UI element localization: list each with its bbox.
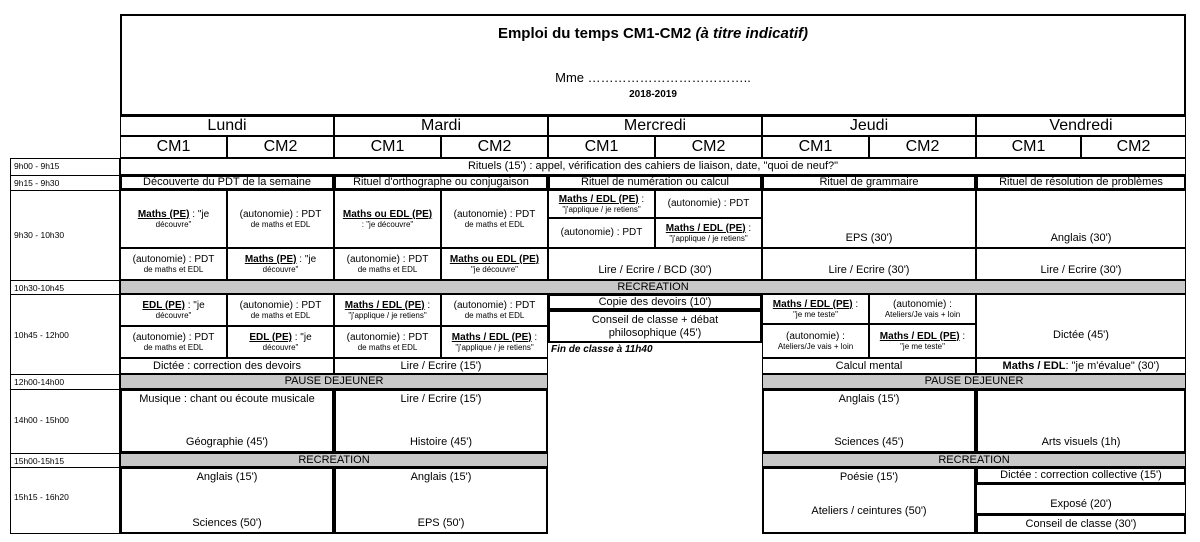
level-header: CM1 (120, 136, 227, 158)
mardi-lire: Lire / Ecrire (15') (334, 358, 548, 374)
time-label: 15h00-15h15 (14, 456, 65, 466)
vendredi-late-3: Conseil de classe (30') (976, 514, 1186, 534)
mercredi-ritual: Rituel de numération ou calcul (548, 175, 762, 190)
recreation-morning: RECREATION (120, 280, 1186, 294)
mardi-cm2-maths-edl-2: Maths / EDL (PE) : "j'applique / je retiens" (441, 326, 548, 358)
school-year: 2018-2019 (629, 89, 677, 101)
day-header-vendredi: Vendredi (976, 116, 1186, 136)
jeudi-cm1-autonomie: (autonomie) : Ateliers/Je vais + loin (762, 324, 869, 358)
vendredi-afternoon: Arts visuels (1h) (976, 389, 1186, 453)
mardi-afternoon: Lire / Ecrire (15') Histoire (45') (334, 389, 548, 453)
level-header: CM2 (441, 136, 548, 158)
lundi-cm1-maths: Maths (PE) : "je découvre" (120, 190, 227, 248)
row-divider (10, 374, 120, 375)
jeudi-late: Poésie (15') Ateliers / ceintures (50') (762, 467, 976, 534)
mercredi-cm2-maths-edl: Maths / EDL (PE) : "j'applique / je retiens" (655, 218, 762, 248)
mercredi-cm1-autonomie: (autonomie) : PDT (548, 218, 655, 248)
teacher-line: Mme ……………………………….. (555, 69, 751, 85)
lundi-late: Anglais (15') Sciences (50') (120, 467, 334, 534)
row-divider (10, 294, 120, 295)
recreation-afternoon-right: RECREATION (762, 453, 1186, 467)
level-header: CM1 (548, 136, 655, 158)
recreation-afternoon-left: RECREATION (120, 453, 548, 467)
time-label: 14h00 - 15h00 (14, 415, 69, 425)
day-header-mercredi: Mercredi (548, 116, 762, 136)
rituels-row: Rituels (15') : appel, vérification des cahiers de liaison, date, "quoi de neuf?" (120, 158, 1186, 175)
lundi-cm2-autonomie: (autonomie) : PDT de maths et EDL (227, 190, 334, 248)
row-divider (10, 389, 120, 390)
vendredi-late-1: Dictée : correction collective (15') (976, 467, 1186, 484)
mercredi-cm2-autonomie: (autonomie) : PDT (655, 190, 762, 218)
time-label: 9h30 - 10h30 (14, 230, 65, 240)
mercredi-lire: Lire / Ecrire / BCD (30') (548, 248, 762, 280)
mardi-cm1-autonomie-2: (autonomie) : PDT de maths et EDL (334, 326, 441, 358)
lundi-cm2-maths: Maths (PE) : "je découvre" (227, 248, 334, 280)
mardi-cm1-maths-edl-2: Maths / EDL (PE) : "j'applique / je retiens" (334, 294, 441, 326)
vendredi-anglais: Anglais (30') (976, 190, 1186, 248)
time-label: 9h00 - 9h15 (14, 161, 60, 171)
mardi-cm2-autonomie: (autonomie) : PDT de maths et EDL (441, 190, 548, 248)
mardi-late: Anglais (15') EPS (50') (334, 467, 548, 534)
mercredi-fin: Fin de classe à 11h40 (551, 344, 653, 355)
level-header: CM2 (869, 136, 976, 158)
vendredi-late-2: Exposé (20') (976, 484, 1186, 514)
time-label: 15h15 - 16h20 (14, 492, 69, 502)
jeudi-cm2-autonomie: (autonomie) : Ateliers/Je vais + loin (869, 294, 976, 324)
day-header-jeudi: Jeudi (762, 116, 976, 136)
level-header: CM1 (976, 136, 1081, 158)
vendredi-lire: Lire / Ecrire (30') (976, 248, 1186, 280)
jeudi-afternoon: Anglais (15') Sciences (45') (762, 389, 976, 453)
row-divider (10, 190, 120, 191)
level-header: CM1 (334, 136, 441, 158)
level-header: CM2 (1081, 136, 1186, 158)
jeudi-calcul: Calcul mental (762, 358, 976, 374)
mercredi-cm1-maths-edl: Maths / EDL (PE) : "j'applique / je retiens" (548, 190, 655, 218)
mardi-ritual: Rituel d'orthographe ou conjugaison (334, 175, 548, 190)
jeudi-ritual: Rituel de grammaire (762, 175, 976, 190)
time-label: 10h30-10h45 (14, 283, 65, 293)
lundi-afternoon: Musique : chant ou écoute musicale Géographie (45') (120, 389, 334, 453)
lundi-ritual: Découverte du PDT de la semaine (120, 175, 334, 190)
jeudi-cm1-maths-edl: Maths / EDL (PE) : "je me teste" (762, 294, 869, 324)
level-header: CM1 (762, 136, 869, 158)
day-header-mardi: Mardi (334, 116, 548, 136)
jeudi-cm2-maths-edl: Maths / EDL (PE) : "je me teste" (869, 324, 976, 358)
vendredi-ritual: Rituel de résolution de problèmes (976, 175, 1186, 190)
jeudi-eps: EPS (30') (762, 190, 976, 248)
vendredi-dictee: Dictée (45') (976, 294, 1186, 358)
time-label: 10h45 - 12h00 (14, 330, 69, 340)
pause-dejeuner-left: PAUSE DEJEUNER (120, 374, 548, 389)
lundi-cm2-autonomie-2: (autonomie) : PDT de maths et EDL (227, 294, 334, 326)
mardi-cm1-maths-edl: Maths ou EDL (PE) : "je découvre" (334, 190, 441, 248)
lundi-cm2-edl: EDL (PE) : "je découvre" (227, 326, 334, 358)
mardi-cm2-maths-edl: Maths ou EDL (PE) "je découvre" (441, 248, 548, 280)
lundi-cm1-autonomie-2: (autonomie) : PDT de maths et EDL (120, 326, 227, 358)
level-header: CM2 (227, 136, 334, 158)
mardi-cm2-autonomie-2: (autonomie) : PDT de maths et EDL (441, 294, 548, 326)
time-label: 9h15 - 9h30 (14, 178, 60, 188)
row-divider (10, 467, 120, 468)
page-title: Emploi du temps CM1-CM2 (à titre indicatif) (497, 25, 809, 43)
vendredi-evaluation: Maths / EDL : "je m'évalue" (30') (976, 358, 1186, 374)
lundi-cm1-autonomie: (autonomie) : PDT de maths et EDL (120, 248, 227, 280)
mercredi-conseil: Conseil de classe + débat philosophique (45') (548, 310, 762, 343)
row-divider (10, 453, 120, 454)
pause-dejeuner-right: PAUSE DEJEUNER (762, 374, 1186, 389)
lundi-dictee: Dictée : correction des devoirs (120, 358, 334, 374)
row-divider (10, 175, 120, 176)
time-label: 12h00-14h00 (14, 377, 65, 387)
mardi-cm1-autonomie: (autonomie) : PDT de maths et EDL (334, 248, 441, 280)
level-header: CM2 (655, 136, 762, 158)
jeudi-lire: Lire / Ecrire (30') (762, 248, 976, 280)
mercredi-copie: Copie des devoirs (10') (548, 294, 762, 310)
day-header-lundi: Lundi (120, 116, 334, 136)
row-divider (10, 280, 120, 281)
time-column (10, 158, 120, 534)
lundi-cm1-edl: EDL (PE) : "je découvre" (120, 294, 227, 326)
